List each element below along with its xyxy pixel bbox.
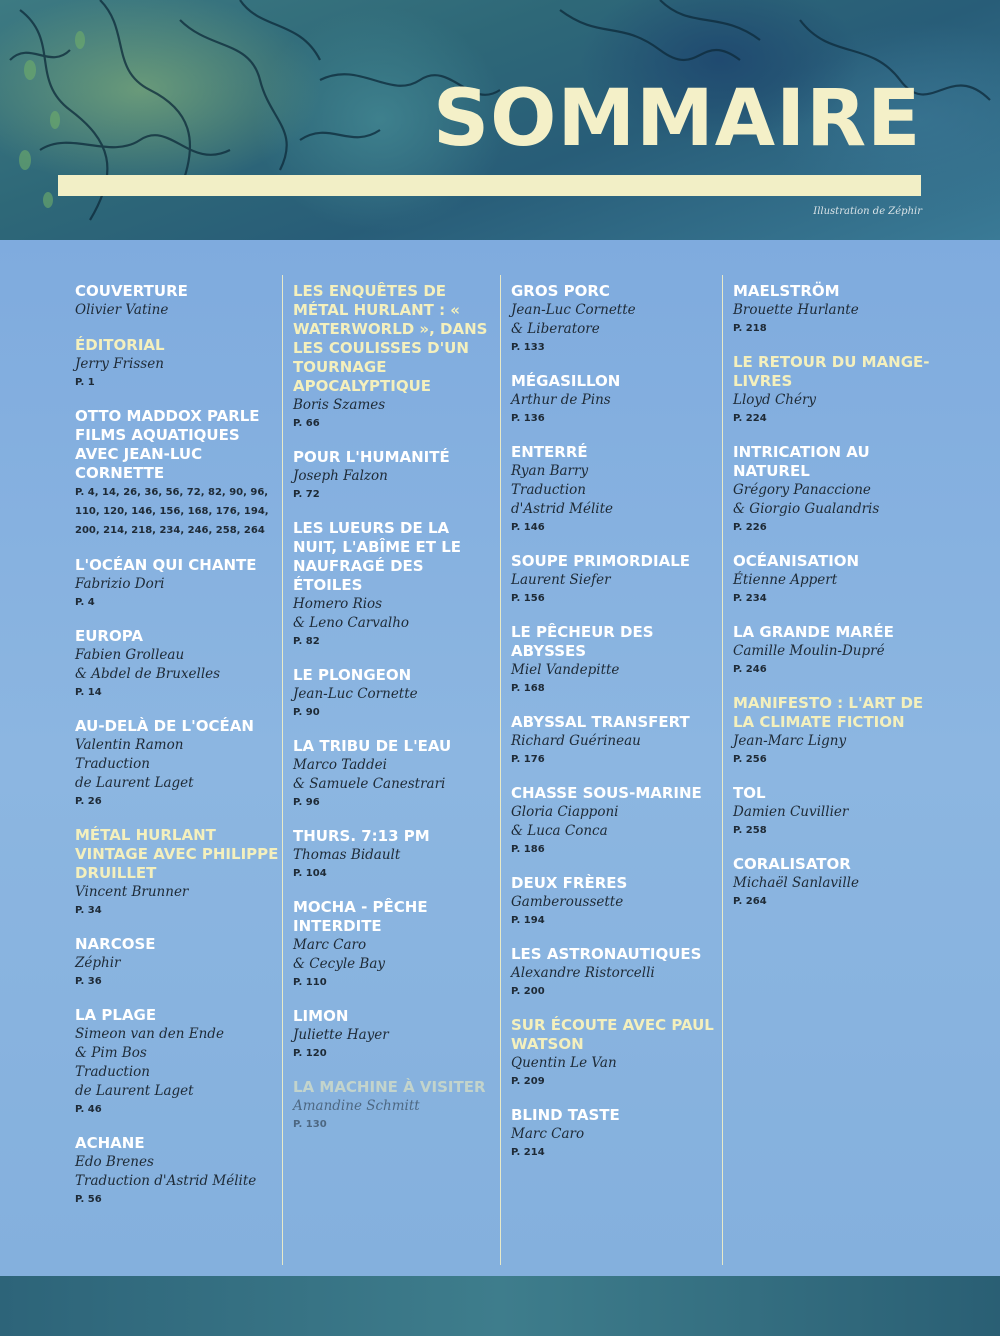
entry-page-number: P. 66 (293, 418, 320, 429)
contents-column-4 (733, 282, 948, 926)
entry-author: Valentin Ramon (75, 737, 184, 753)
entry-author: Traduction d'Astrid Mélite (75, 1173, 257, 1189)
entry-page-number: P. 14 (75, 687, 102, 698)
contents-entry (293, 666, 498, 721)
contents-entry (733, 855, 948, 910)
entry-title: LA PLAGE (75, 1006, 157, 1024)
column-divider (500, 275, 501, 1265)
entry-page-number: P. 146 (511, 522, 545, 533)
entry-author: Simeon van den Ende (75, 1026, 224, 1042)
entry-author: Gamberoussette (511, 894, 624, 910)
contents-column-1 (75, 282, 280, 1224)
contents-entry (75, 282, 280, 320)
entry-page-number: P. 36 (75, 976, 102, 987)
entry-page-number: P. 194 (511, 915, 545, 926)
contents-entry (75, 407, 280, 540)
entry-author: & Giorgio Gualandris (733, 501, 880, 517)
entry-title: ABYSSAL TRANSFERT (511, 713, 690, 731)
entry-page-number: P. 136 (511, 413, 545, 424)
entry-author: de Laurent Laget (75, 1083, 194, 1099)
contents-entry (293, 827, 498, 882)
column-divider (722, 275, 723, 1265)
entry-page-number: P. 4 (75, 597, 95, 608)
contents-entry (75, 1006, 280, 1118)
entry-title: OTTO MADDOX PARLE FILMS AQUATIQUES AVEC JEAN-LUC CORNETTE (75, 407, 260, 482)
entry-title: SUR ÉCOUTE AVEC PAUL WATSON (511, 1016, 714, 1053)
entry-author: Jean-Luc Cornette (293, 686, 418, 702)
entry-author: & Leno Carvalho (293, 615, 410, 631)
entry-page-number: P. 104 (293, 868, 327, 879)
entry-title: LA MACHINE À VISITER (293, 1078, 486, 1096)
entry-title: LE PÊCHEUR DES ABYSSES (511, 623, 654, 660)
entry-page-number: P. 130 (293, 1119, 327, 1130)
entry-page-number: P. 82 (293, 636, 320, 647)
entry-author: Homero Rios (293, 596, 383, 612)
entry-page-number: P. 218 (733, 323, 767, 334)
entry-page-number: P. 209 (511, 1076, 545, 1087)
entry-author: Joseph Falzon (293, 468, 388, 484)
contents-entry (511, 372, 721, 427)
entry-author: Traduction (511, 482, 586, 498)
title-underline-bar (58, 175, 921, 196)
entry-page-number: P. 214 (511, 1147, 545, 1158)
bottom-illustration-band (0, 1276, 1000, 1336)
entry-page-number: P. 26 (75, 796, 102, 807)
entry-page-number: P. 258 (733, 825, 767, 836)
entry-title: ÉDITORIAL (75, 336, 165, 354)
contents-entry (733, 443, 948, 536)
contents-entry (511, 443, 721, 536)
entry-title: SOUPE PRIMORDIALE (511, 552, 690, 570)
contents-entry (293, 898, 498, 991)
entry-page-number: P. 120 (293, 1048, 327, 1059)
entry-author: Edo Brenes (75, 1154, 154, 1170)
entry-author: Juliette Hayer (293, 1027, 389, 1043)
entry-author: Marc Caro (293, 937, 367, 953)
contents-entry (733, 623, 948, 678)
contents-entry (293, 282, 498, 432)
entry-title: DEUX FRÈRES (511, 874, 628, 892)
entry-author: Ryan Barry (511, 463, 589, 479)
entry-title: POUR L'HUMANITÉ (293, 448, 450, 466)
entry-author: Marc Caro (511, 1126, 585, 1142)
entry-page-number: P. 34 (75, 905, 102, 916)
contents-entry (511, 1016, 721, 1090)
entry-title: CORALISATOR (733, 855, 851, 873)
contents-entry (511, 945, 721, 1000)
entry-title: LES ENQUÊTES DE MÉTAL HURLANT : « WATERWORLD », DANS LES COULISSES D'UN TOURNAGE APOCALYPTIQUE (293, 282, 488, 395)
contents-entry (511, 1106, 721, 1161)
entry-page-number: P. 256 (733, 754, 767, 765)
contents-entry (293, 1078, 498, 1133)
entry-author: Traduction (75, 756, 150, 772)
contents-entry (293, 737, 498, 811)
entry-author: Brouette Hurlante (733, 302, 859, 318)
entry-page-number: P. 96 (293, 797, 320, 808)
entry-author: Michaël Sanlaville (733, 875, 859, 891)
entry-title: CHASSE SOUS-MARINE (511, 784, 702, 802)
entry-author: & Luca Conca (511, 823, 608, 839)
entry-title: COUVERTURE (75, 282, 188, 300)
entry-author: Marco Taddei (293, 757, 387, 773)
entry-title: EUROPA (75, 627, 143, 645)
contents-entry (733, 784, 948, 839)
contents-entry (511, 552, 721, 607)
entry-title: MOCHA - PÊCHE INTERDITE (293, 898, 428, 935)
entry-page-number: P. 1 (75, 377, 95, 388)
entry-author: & Liberatore (511, 321, 600, 337)
contents-entry (733, 353, 948, 427)
contents-entry (733, 694, 948, 768)
entry-title: LES ASTRONAUTIQUES (511, 945, 702, 963)
entry-title: MÉGASILLON (511, 372, 621, 390)
contents-entry (75, 935, 280, 990)
contents-column-3 (511, 282, 721, 1177)
entry-title: LA GRANDE MARÉE (733, 623, 894, 641)
entry-page-number: P. 110 (293, 977, 327, 988)
contents-entry (511, 874, 721, 929)
entry-author: Grégory Panaccione (733, 482, 871, 498)
entry-author: Jean-Luc Cornette (511, 302, 636, 318)
entry-author: de Laurent Laget (75, 775, 194, 791)
entry-title: OCÉANISATION (733, 552, 860, 570)
entry-title: AU-DELÀ DE L'OCÉAN (75, 717, 254, 735)
entry-author: Quentin Le Van (511, 1055, 617, 1071)
entry-author: Étienne Appert (733, 572, 838, 588)
entry-title: LA TRIBU DE L'EAU (293, 737, 452, 755)
entry-author: Vincent Brunner (75, 884, 189, 900)
entry-page-number: P. 234 (733, 593, 767, 604)
entry-author: Laurent Siefer (511, 572, 611, 588)
header-illustration (0, 0, 1000, 240)
entry-page-number: P. 4, 14, 26, 36, 56, 72, 82, 90, 96, 110, 120, 146, 156, 168, 176, 194, 200, 214, 218, 234, 246, 258, 264 (75, 487, 269, 536)
entry-author: Alexandre Ristorcelli (511, 965, 655, 981)
entry-page-number: P. 133 (511, 342, 545, 353)
entry-title: LIMON (293, 1007, 349, 1025)
entry-page-number: P. 46 (75, 1104, 102, 1115)
entry-title: L'OCÉAN QUI CHANTE (75, 556, 257, 574)
entry-author: Damien Cuvillier (733, 804, 849, 820)
entry-title: ENTERRÉ (511, 443, 588, 461)
entry-page-number: P. 176 (511, 754, 545, 765)
entry-author: d'Astrid Mélite (511, 501, 614, 517)
entry-page-number: P. 168 (511, 683, 545, 694)
entry-page-number: P. 264 (733, 896, 767, 907)
entry-author: Lloyd Chéry (733, 392, 817, 408)
entry-title: ACHANE (75, 1134, 145, 1152)
contents-entry (733, 552, 948, 607)
contents-entry (75, 556, 280, 611)
entry-author: Olivier Vatine (75, 302, 169, 318)
column-divider (282, 275, 283, 1265)
contents-entry (75, 627, 280, 701)
entry-page-number: P. 186 (511, 844, 545, 855)
entry-title: INTRICATION AU NATUREL (733, 443, 870, 480)
entry-author: Gloria Ciapponi (511, 804, 619, 820)
entry-title: LE RETOUR DU MANGE-LIVRES (733, 353, 930, 390)
contents-entry (75, 336, 280, 391)
entry-author: Boris Szames (293, 397, 386, 413)
entry-page-number: P. 90 (293, 707, 320, 718)
entry-author: Arthur de Pins (511, 392, 611, 408)
entry-title: MANIFESTO : L'ART DE LA CLIMATE FICTION (733, 694, 924, 731)
entry-author: Traduction (75, 1064, 150, 1080)
contents-entry (75, 717, 280, 810)
entry-title: MÉTAL HURLANT VINTAGE AVEC PHILIPPE DRUILLET (75, 826, 279, 882)
contents-entry (293, 1007, 498, 1062)
entry-title: LES LUEURS DE LA NUIT, L'ABÎME ET LE NAUFRAGÉ DES ÉTOILES (293, 519, 462, 594)
entry-title: NARCOSE (75, 935, 156, 953)
entry-title: THURS. 7:13 PM (293, 827, 430, 845)
entry-title: LE PLONGEON (293, 666, 412, 684)
entry-author: & Samuele Canestrari (293, 776, 446, 792)
entry-title: BLIND TASTE (511, 1106, 620, 1124)
contents-entry (733, 282, 948, 337)
entry-author: Amandine Schmitt (293, 1098, 420, 1114)
entry-author: & Pim Bos (75, 1045, 147, 1061)
entry-author: Miel Vandepitte (511, 662, 620, 678)
contents-entry (293, 448, 498, 503)
entry-page-number: P. 224 (733, 413, 767, 424)
entry-author: Zéphir (75, 955, 121, 971)
entry-author: Jerry Frissen (75, 356, 164, 372)
illustration-credit: Illustration de Zéphir (813, 206, 922, 217)
entry-author: Richard Guérineau (511, 733, 641, 749)
contents-column-2 (293, 282, 498, 1149)
entry-page-number: P. 56 (75, 1194, 102, 1205)
contents-entry (75, 1134, 280, 1208)
entry-page-number: P. 246 (733, 664, 767, 675)
contents-entry (511, 282, 721, 356)
contents-entry (511, 623, 721, 697)
entry-author: Camille Moulin-Dupré (733, 643, 885, 659)
entry-author: Fabien Grolleau (75, 647, 185, 663)
page-title: SOMMAIRE (433, 74, 922, 164)
entry-author: Jean-Marc Ligny (733, 733, 847, 749)
contents-entry (293, 519, 498, 650)
entry-title: MAELSTRÖM (733, 282, 840, 300)
entry-author: Fabrizio Dori (75, 576, 165, 592)
entry-page-number: P. 156 (511, 593, 545, 604)
entry-author: Thomas Bidault (293, 847, 401, 863)
entry-title: TOL (733, 784, 766, 802)
entry-page-number: P. 72 (293, 489, 320, 500)
contents-entry (75, 826, 280, 919)
entry-author: & Cecyle Bay (293, 956, 386, 972)
contents-entry (511, 784, 721, 858)
entry-page-number: P. 200 (511, 986, 545, 997)
entry-author: & Abdel de Bruxelles (75, 666, 221, 682)
entry-title: GROS PORC (511, 282, 610, 300)
contents-entry (511, 713, 721, 768)
entry-page-number: P. 226 (733, 522, 767, 533)
